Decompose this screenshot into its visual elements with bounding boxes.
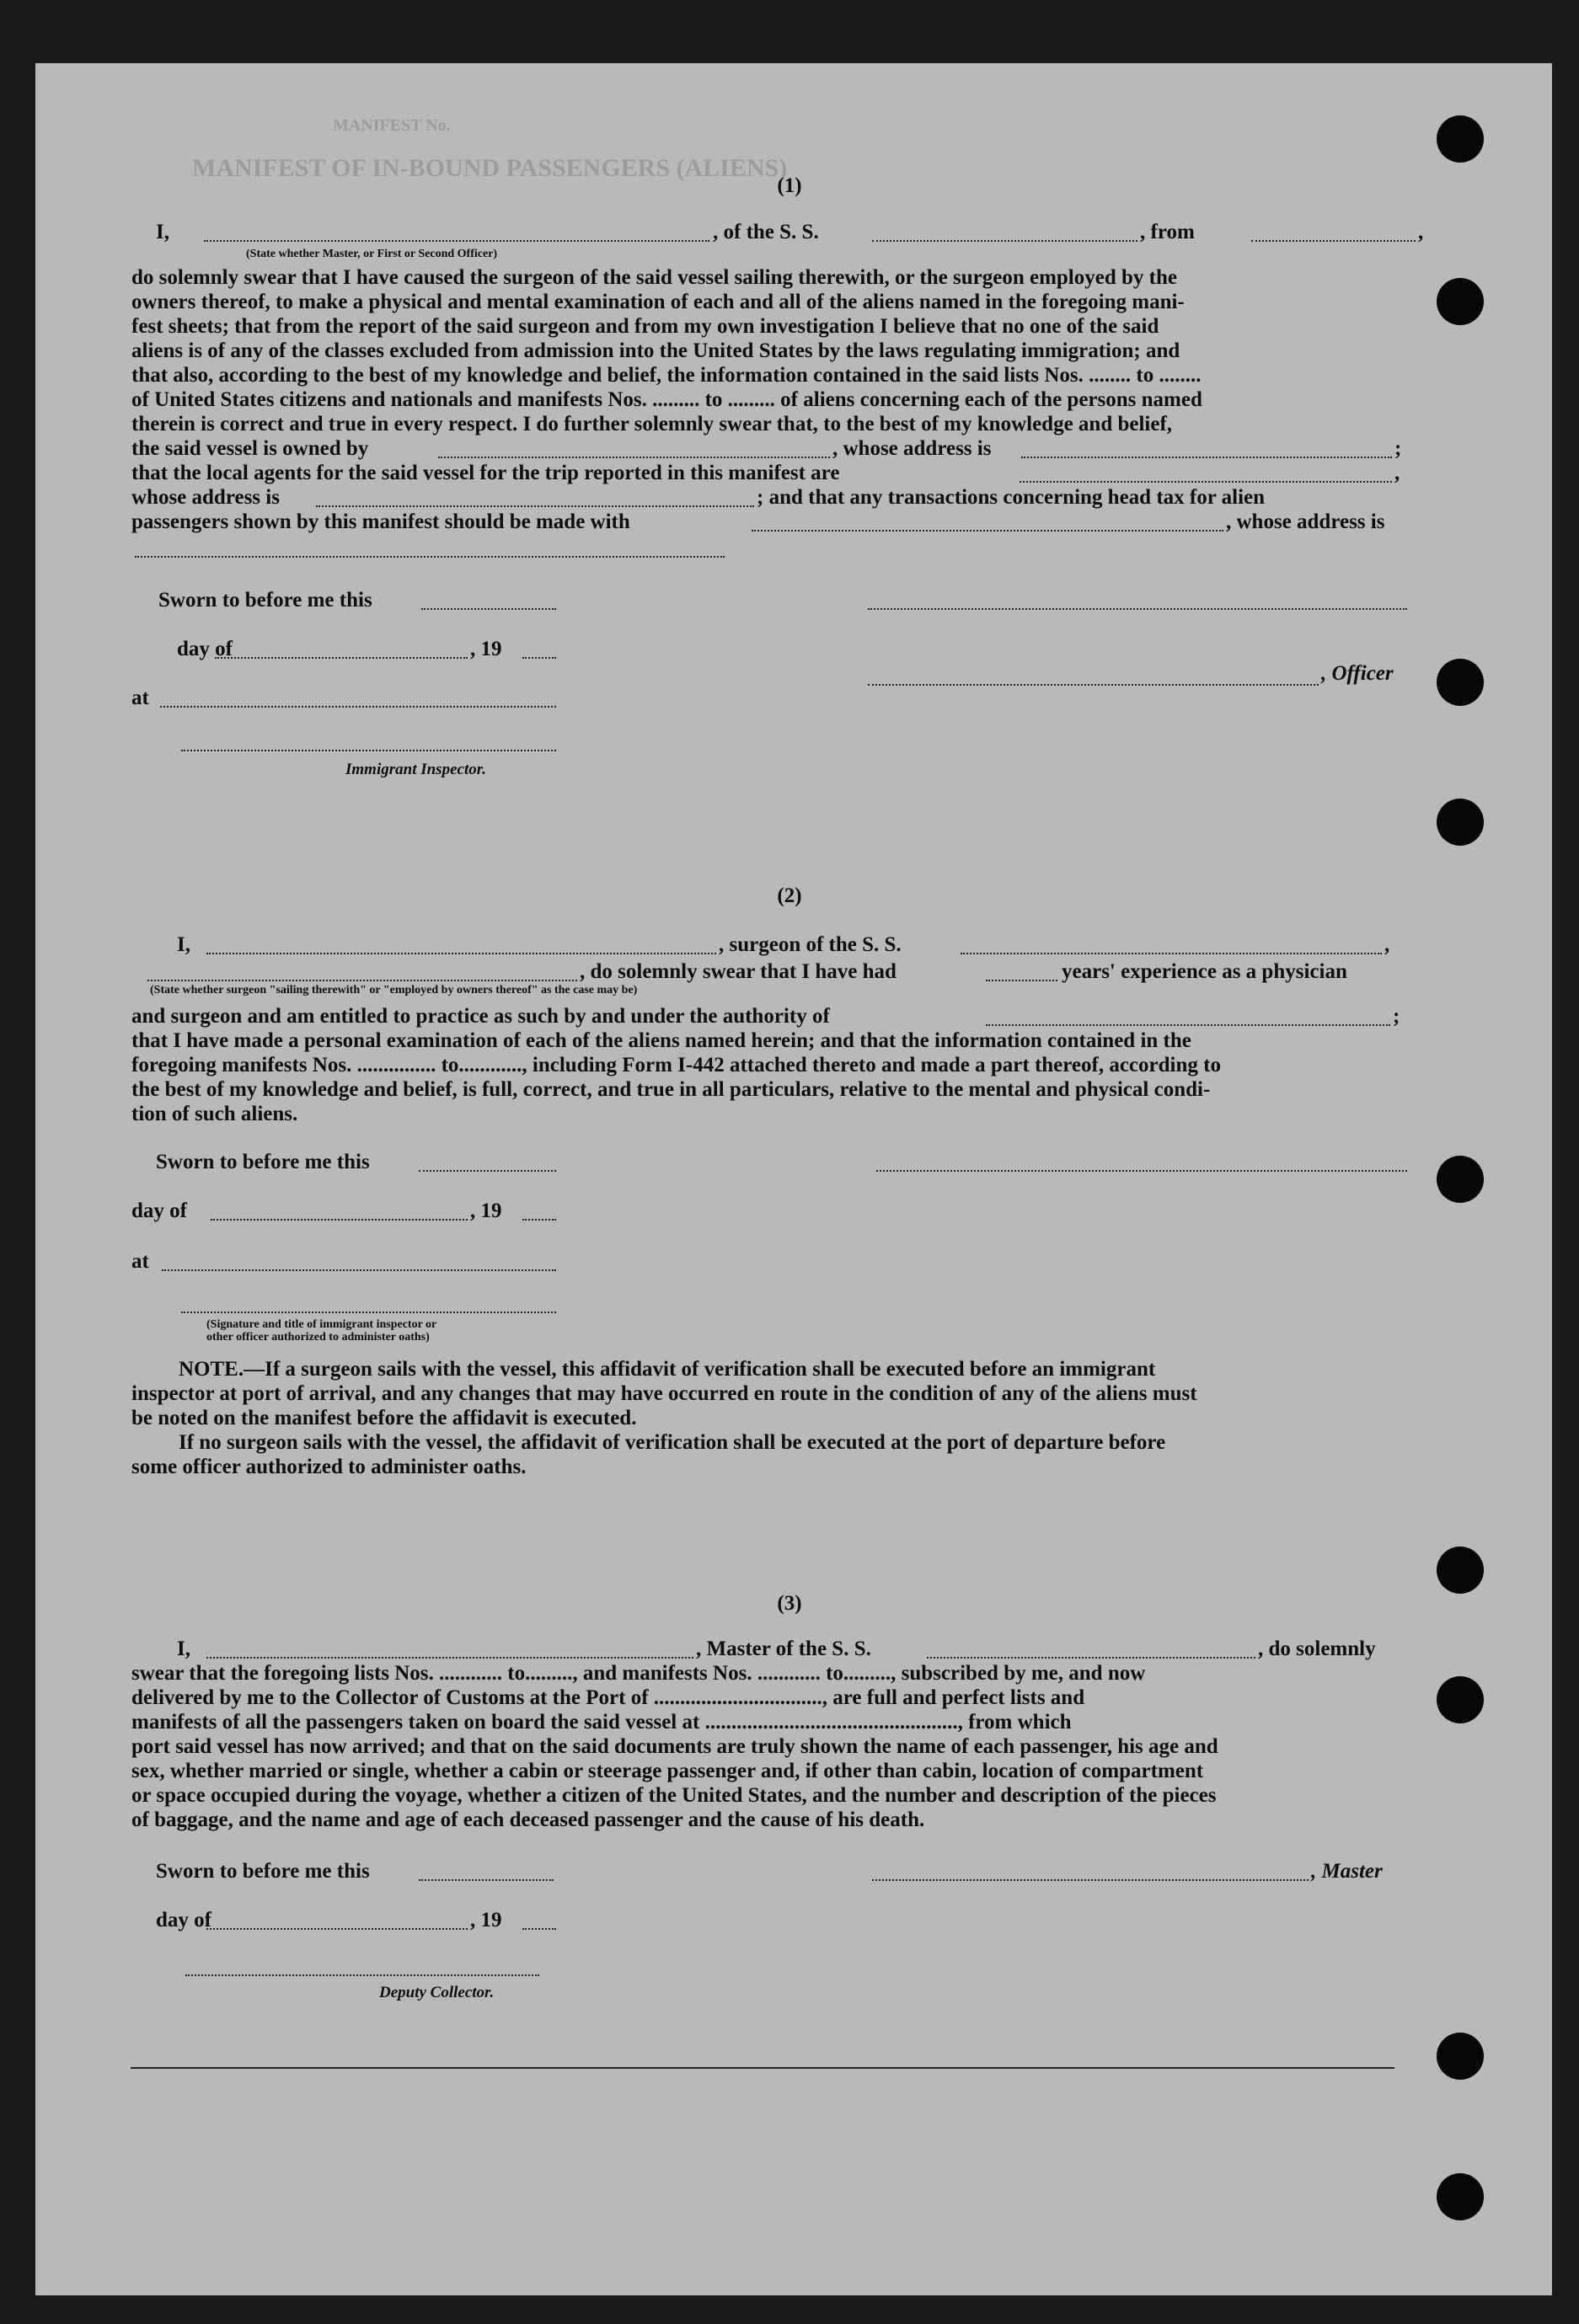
punch-hole [1437, 278, 1484, 325]
officer-signature-field[interactable] [868, 608, 1407, 610]
s1-at: at [131, 687, 149, 709]
s1-day-of: day of [177, 638, 233, 660]
head-tax-field[interactable] [752, 530, 1223, 532]
s3-body: or space occupied during the voyage, whether a citizen of the United States, and the number and description of the pieces [131, 1784, 1217, 1807]
s3-sworn: Sworn to before me this [156, 1860, 370, 1883]
s1-sworn: Sworn to before me this [158, 589, 372, 612]
authority-field[interactable] [986, 1024, 1390, 1026]
s1-address: , whose address is [832, 437, 992, 460]
years-experience-field[interactable] [986, 980, 1057, 981]
s2-inspector-signature-field[interactable] [181, 1312, 556, 1313]
master-name-field[interactable] [204, 240, 709, 242]
head-tax-address-field[interactable] [135, 556, 725, 558]
s1-comma: , [1394, 462, 1400, 484]
s1-inspector: Immigrant Inspector. [345, 761, 486, 778]
s1-body: that also, according to the best of my knowledge and belief, the information contained in the said lists Nos. ........ to ........ [131, 364, 1202, 387]
s2-subnote: (State whether surgeon "sailing therewith" or "employed by owners thereof" as the case may be) [150, 984, 638, 996]
s2-place-field[interactable] [162, 1269, 556, 1271]
s1-officer: , Officer [1321, 662, 1394, 685]
s1-from: , from [1140, 221, 1195, 243]
punch-hole [1437, 799, 1484, 846]
s3-body: port said vessel has now arrived; and that on the said documents are truly shown the name of each passenger, his age and [131, 1735, 1218, 1758]
s1-whose-address: whose address is [131, 486, 280, 509]
s1-date-field[interactable] [215, 657, 468, 659]
s2-sig-note: other officer authorized to administer oaths) [206, 1331, 430, 1344]
s3-body: sex, whether married or single, whether a cabin or steerage passenger and, if other than cabin, location of compartment [131, 1760, 1204, 1782]
s2-body: foregoing manifests Nos. ............... to............, including Form I-442 attached thereto and made a part thereof, according to [131, 1054, 1221, 1077]
bleed-through-header: MANIFEST No. [333, 116, 451, 135]
s2-body: that I have made a personal examination of each of the aliens named herein; and that the information contained in the [131, 1029, 1191, 1052]
s3-master: , Master [1311, 1860, 1383, 1883]
s1-place-field[interactable] [160, 706, 556, 708]
section-1-number: (1) [777, 174, 802, 197]
s2-note: be noted on the manifest before the affidavit is executed. [131, 1407, 637, 1429]
s1-head-tax: ; and that any transactions concerning head tax for alien [757, 486, 1266, 509]
s1-body: aliens is of any of the classes excluded from admission into the United States by the laws regulating immigration; and [131, 339, 1180, 362]
s2-surgeon-of: , surgeon of the S. S. [719, 933, 902, 956]
surgeon-signature-field[interactable] [876, 1170, 1407, 1172]
s2-sworn-field[interactable] [419, 1170, 556, 1172]
punch-hole [1437, 1676, 1484, 1723]
s2-semicolon: ; [1393, 1005, 1400, 1028]
agents-address-field[interactable] [316, 505, 754, 507]
s2-capacity-field[interactable] [147, 980, 577, 981]
s3-body: of baggage, and the name and age of each deceased passenger and the cause of his death. [131, 1808, 925, 1831]
s2-day-of: day of [131, 1199, 187, 1222]
officer-name-field[interactable] [868, 684, 1319, 686]
section-2-number: (2) [777, 884, 802, 907]
master-signature-field[interactable] [872, 1879, 1309, 1881]
punch-hole [1437, 1156, 1484, 1203]
punch-hole [1437, 2033, 1484, 2080]
s3-year: , 19 [470, 1909, 502, 1931]
s1-body: therein is correct and true in every respect. I do further solemnly swear that, to the best of my knowledge and belief, [131, 413, 1173, 435]
s2-body: the best of my knowledge and belief, is full, correct, and true in all particulars, relative to the mental and physical condi- [131, 1078, 1211, 1101]
s1-body: of United States citizens and nationals and manifests Nos. ......... to ......... of aliens concerning each of the persons named [131, 388, 1202, 411]
s1-i: I, [156, 221, 169, 243]
s3-body: manifests of all the passengers taken on board the said vessel at ................................................, from which [131, 1711, 1072, 1734]
agents-field[interactable] [1020, 481, 1392, 483]
s2-note: some officer authorized to administer oaths. [131, 1456, 527, 1478]
vessel-name-field[interactable] [872, 240, 1137, 242]
s2-year: , 19 [470, 1199, 502, 1222]
s1-semicolon: ; [1394, 437, 1402, 460]
s2-year-field[interactable] [522, 1219, 556, 1221]
s1-year: , 19 [470, 638, 502, 660]
s3-year-field[interactable] [522, 1928, 556, 1930]
s1-comma: , [1418, 221, 1424, 243]
s3-body: swear that the foregoing lists Nos. ............ to........., and manifests Nos. ............ to........., subscribed by me, and now [131, 1662, 1146, 1685]
punch-hole [1437, 659, 1484, 706]
s1-subnote: (State whether Master, or First or Second Officer) [246, 248, 498, 260]
s1-year-field[interactable] [522, 657, 556, 659]
s1-body: fest sheets; that from the report of the said surgeon and from my own investigation I believe that no one of the said [131, 315, 1159, 338]
s2-body: and surgeon and am entitled to practice as such by and under the authority of [131, 1005, 830, 1028]
inspector-signature-field[interactable] [181, 750, 556, 751]
s1-body: do solemnly swear that I have caused the surgeon of the said vessel sailing therewith, or the surgeon employed by the [131, 266, 1177, 289]
s1-local-agents: that the local agents for the said vessel for the trip reported in this manifest are [131, 462, 840, 484]
s2-at: at [131, 1250, 149, 1273]
s1-body: owners thereof, to make a physical and mental examination of each and all of the aliens named in the foregoing mani- [131, 291, 1185, 313]
s2-vessel-field[interactable] [961, 953, 1382, 954]
s2-body: tion of such aliens. [131, 1103, 298, 1125]
s3-sworn-field[interactable] [419, 1879, 554, 1881]
s3-master-of: , Master of the S. S. [696, 1637, 871, 1660]
s3-i: I, [177, 1637, 190, 1660]
punch-hole [1437, 115, 1484, 163]
s2-date-field[interactable] [211, 1219, 468, 1221]
s2-do-solemnly: , do solemnly swear that I have had [580, 960, 897, 983]
s1-owned-by: the said vessel is owned by [131, 437, 369, 460]
s1-passengers-shown: passengers shown by this manifest should be made with [131, 510, 630, 533]
bottom-rule [131, 2067, 1394, 2069]
s2-note: inspector at port of arrival, and any changes that may have occurred en route in the condition of any of the aliens must [131, 1382, 1197, 1405]
s2-sig-note: (Signature and title of immigrant inspector or [206, 1318, 437, 1331]
owner-field[interactable] [438, 457, 830, 458]
s3-date-field[interactable] [206, 1928, 468, 1930]
punch-hole [1437, 1547, 1484, 1594]
s2-note: NOTE.—If a surgeon sails with the vessel, this affidavit of verification shall be executed before an immigrant [179, 1358, 1156, 1381]
surgeon-name-field[interactable] [206, 953, 716, 954]
collector-signature-field[interactable] [185, 1974, 539, 1976]
port-from-field[interactable] [1251, 240, 1416, 242]
s1-of-ss: , of the S. S. [713, 221, 819, 243]
s3-day-of: day of [156, 1909, 211, 1931]
s3-collector: Deputy Collector. [379, 1984, 495, 2001]
s2-sworn: Sworn to before me this [156, 1151, 370, 1173]
section-3-number: (3) [777, 1592, 802, 1615]
s3-master-name-field[interactable] [206, 1657, 693, 1659]
s2-note: If no surgeon sails with the vessel, the affidavit of verification shall be executed at the port of departure before [179, 1431, 1166, 1454]
s1-sworn-field[interactable] [421, 608, 556, 610]
s1-whose-address: , whose address is [1226, 510, 1385, 533]
s2-comma: , [1384, 933, 1390, 956]
s2-years: years' experience as a physician [1062, 960, 1347, 983]
s3-vessel-field[interactable] [927, 1657, 1255, 1659]
owner-address-field[interactable] [1021, 457, 1392, 458]
bleed-through-title: MANIFEST OF IN-BOUND PASSENGERS (ALIENS) [192, 154, 788, 182]
s3-body: delivered by me to the Collector of Customs at the Port of ................................, are full and perfect lists and [131, 1686, 1085, 1709]
punch-hole [1437, 2173, 1484, 2220]
s2-i: I, [177, 933, 190, 956]
s3-do-solemnly: , do solemnly [1258, 1637, 1376, 1660]
